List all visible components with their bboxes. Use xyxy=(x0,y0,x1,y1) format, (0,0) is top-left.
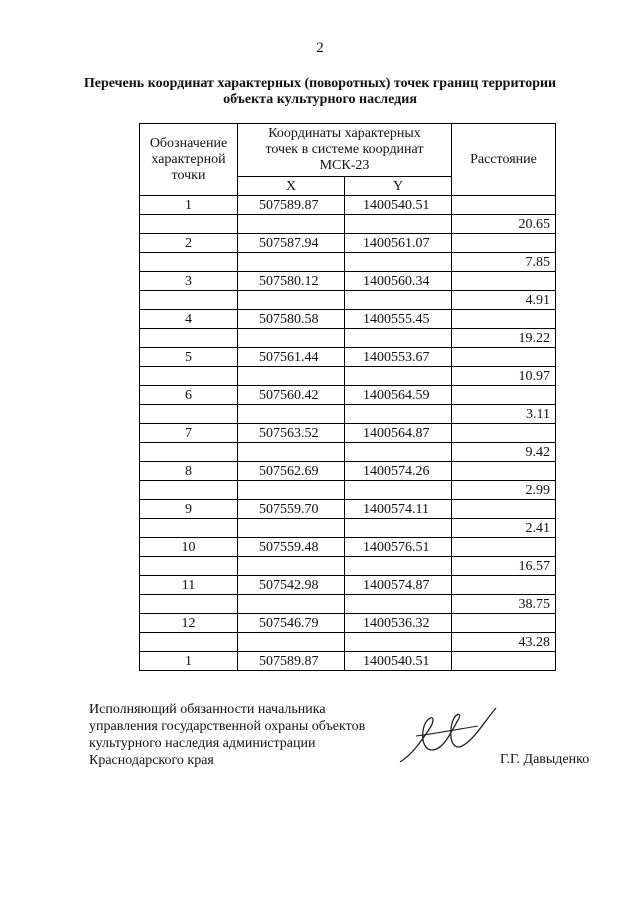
point-row xyxy=(140,500,556,519)
empty-cell xyxy=(452,462,556,481)
header-coords-line-3: МСК-23 xyxy=(319,158,370,173)
point-row xyxy=(140,424,556,443)
empty-cell xyxy=(452,538,556,557)
x-coordinate: 507580.12 xyxy=(238,272,345,291)
point-number: 10 xyxy=(140,538,238,557)
y-coordinate: 1400564.87 xyxy=(345,424,452,443)
signatory-line-2: управления государственной охраны объектов xyxy=(89,719,366,734)
point-number: 12 xyxy=(140,614,238,633)
point-number: 2 xyxy=(140,234,238,253)
x-coordinate: 507562.69 xyxy=(238,462,345,481)
point-row xyxy=(140,652,556,671)
title-line-2: объекта культурного наследия xyxy=(223,92,417,107)
y-coordinate: 1400560.34 xyxy=(345,272,452,291)
empty-cell xyxy=(345,557,452,576)
y-coordinate: 1400540.51 xyxy=(345,196,452,215)
distance-row xyxy=(140,557,556,576)
header-coords-line-1: Координаты характерных xyxy=(268,126,421,141)
empty-cell xyxy=(345,443,452,462)
empty-cell xyxy=(452,386,556,405)
y-coordinate: 1400564.59 xyxy=(345,386,452,405)
distance-row xyxy=(140,443,556,462)
empty-cell xyxy=(238,595,345,614)
y-coordinate: 1400574.26 xyxy=(345,462,452,481)
empty-cell xyxy=(345,405,452,424)
empty-cell xyxy=(345,215,452,234)
point-number: 7 xyxy=(140,424,238,443)
signature-stroke-1 xyxy=(400,708,496,762)
empty-cell xyxy=(140,443,238,462)
distance-row xyxy=(140,633,556,652)
signature-stroke-2 xyxy=(416,726,478,736)
y-coordinate: 1400553.67 xyxy=(345,348,452,367)
empty-cell xyxy=(140,215,238,234)
header-coordinates xyxy=(238,124,452,177)
y-coordinate: 1400574.87 xyxy=(345,576,452,595)
point-number: 1 xyxy=(140,652,238,671)
distance-value: 19.22 xyxy=(452,329,556,348)
point-row xyxy=(140,348,556,367)
empty-cell xyxy=(345,519,452,538)
x-coordinate: 507580.58 xyxy=(238,310,345,329)
distance-value: 38.75 xyxy=(452,595,556,614)
point-number: 6 xyxy=(140,386,238,405)
y-coordinate: 1400540.51 xyxy=(345,652,452,671)
empty-cell xyxy=(140,253,238,272)
empty-cell xyxy=(238,405,345,424)
empty-cell xyxy=(452,500,556,519)
distance-row xyxy=(140,291,556,310)
distance-value: 4.91 xyxy=(452,291,556,310)
point-row xyxy=(140,196,556,215)
header-distance: Расстояние xyxy=(452,124,556,196)
signatory-position xyxy=(89,701,365,769)
empty-cell xyxy=(238,291,345,310)
distance-row xyxy=(140,405,556,424)
empty-cell xyxy=(452,310,556,329)
distance-value: 9.42 xyxy=(452,443,556,462)
signatory-line-1: Исполняющий обязанности начальника xyxy=(89,702,326,717)
header-point xyxy=(140,124,238,196)
header-point-line-2: характерной xyxy=(151,151,226,167)
empty-cell xyxy=(238,481,345,500)
point-row xyxy=(140,462,556,481)
handwritten-signature xyxy=(392,700,502,770)
distance-row xyxy=(140,595,556,614)
x-coordinate: 507560.42 xyxy=(238,386,345,405)
empty-cell xyxy=(140,557,238,576)
point-number: 4 xyxy=(140,310,238,329)
x-coordinate: 507589.87 xyxy=(238,196,345,215)
empty-cell xyxy=(452,234,556,253)
point-row xyxy=(140,614,556,633)
empty-cell xyxy=(452,652,556,671)
empty-cell xyxy=(452,424,556,443)
header-y: Y xyxy=(345,177,452,196)
point-row xyxy=(140,386,556,405)
signatory-name: Г.Г. Давыденко xyxy=(500,752,590,767)
point-number: 3 xyxy=(140,272,238,291)
distance-row xyxy=(140,253,556,272)
distance-value: 2.99 xyxy=(452,481,556,500)
empty-cell xyxy=(140,367,238,386)
page-number: 2 xyxy=(316,40,324,56)
x-coordinate: 507561.44 xyxy=(238,348,345,367)
coordinates-table xyxy=(139,123,556,671)
empty-cell xyxy=(345,481,452,500)
point-row xyxy=(140,234,556,253)
header-point-line-3: точки xyxy=(171,167,206,183)
coordinates-table-body xyxy=(140,196,556,671)
empty-cell xyxy=(238,519,345,538)
distance-row xyxy=(140,481,556,500)
header-point-line-1: Обозначение xyxy=(149,135,228,151)
distance-value: 43.28 xyxy=(452,633,556,652)
x-coordinate: 507589.87 xyxy=(238,652,345,671)
empty-cell xyxy=(140,595,238,614)
document-title xyxy=(60,76,580,108)
empty-cell xyxy=(345,291,452,310)
empty-cell xyxy=(345,253,452,272)
empty-cell xyxy=(140,405,238,424)
signatory-line-4: Краснодарского края xyxy=(89,753,214,768)
y-coordinate: 1400561.07 xyxy=(345,234,452,253)
empty-cell xyxy=(238,329,345,348)
empty-cell xyxy=(345,367,452,386)
empty-cell xyxy=(140,329,238,348)
empty-cell xyxy=(345,595,452,614)
x-coordinate: 507546.79 xyxy=(238,614,345,633)
point-row xyxy=(140,272,556,291)
y-coordinate: 1400555.45 xyxy=(345,310,452,329)
empty-cell xyxy=(238,633,345,652)
point-number: 9 xyxy=(140,500,238,519)
point-number: 11 xyxy=(140,576,238,595)
x-coordinate: 507542.98 xyxy=(238,576,345,595)
header-x: X xyxy=(238,177,345,196)
distance-value: 7.85 xyxy=(452,253,556,272)
distance-value: 2.41 xyxy=(452,519,556,538)
title-line-1: Перечень координат характерных (поворотных) точек границ территории xyxy=(83,76,557,91)
empty-cell xyxy=(140,633,238,652)
empty-cell xyxy=(452,272,556,291)
distance-value: 20.65 xyxy=(452,215,556,234)
empty-cell xyxy=(238,253,345,272)
empty-cell xyxy=(452,614,556,633)
y-coordinate: 1400536.32 xyxy=(345,614,452,633)
y-coordinate: 1400576.51 xyxy=(345,538,452,557)
distance-value: 3.11 xyxy=(452,405,556,424)
empty-cell xyxy=(140,481,238,500)
distance-row xyxy=(140,329,556,348)
x-coordinate: 507563.52 xyxy=(238,424,345,443)
empty-cell xyxy=(238,367,345,386)
distance-value: 16.57 xyxy=(452,557,556,576)
x-coordinate: 507559.70 xyxy=(238,500,345,519)
x-coordinate: 507587.94 xyxy=(238,234,345,253)
empty-cell xyxy=(452,348,556,367)
point-row xyxy=(140,538,556,557)
distance-row xyxy=(140,519,556,538)
point-number: 1 xyxy=(140,196,238,215)
signatory-line-3: культурного наследия администрации xyxy=(89,736,316,751)
point-number: 5 xyxy=(140,348,238,367)
point-number: 8 xyxy=(140,462,238,481)
x-coordinate: 507559.48 xyxy=(238,538,345,557)
header-coords-line-2: точек в системе координат xyxy=(265,142,424,157)
distance-value: 10.97 xyxy=(452,367,556,386)
distance-row xyxy=(140,215,556,234)
empty-cell xyxy=(140,519,238,538)
empty-cell xyxy=(345,329,452,348)
empty-cell xyxy=(452,196,556,215)
distance-row xyxy=(140,367,556,386)
empty-cell xyxy=(238,557,345,576)
empty-cell xyxy=(452,576,556,595)
empty-cell xyxy=(345,633,452,652)
empty-cell xyxy=(238,443,345,462)
point-row xyxy=(140,310,556,329)
point-row xyxy=(140,576,556,595)
empty-cell xyxy=(238,215,345,234)
y-coordinate: 1400574.11 xyxy=(345,500,452,519)
empty-cell xyxy=(140,291,238,310)
